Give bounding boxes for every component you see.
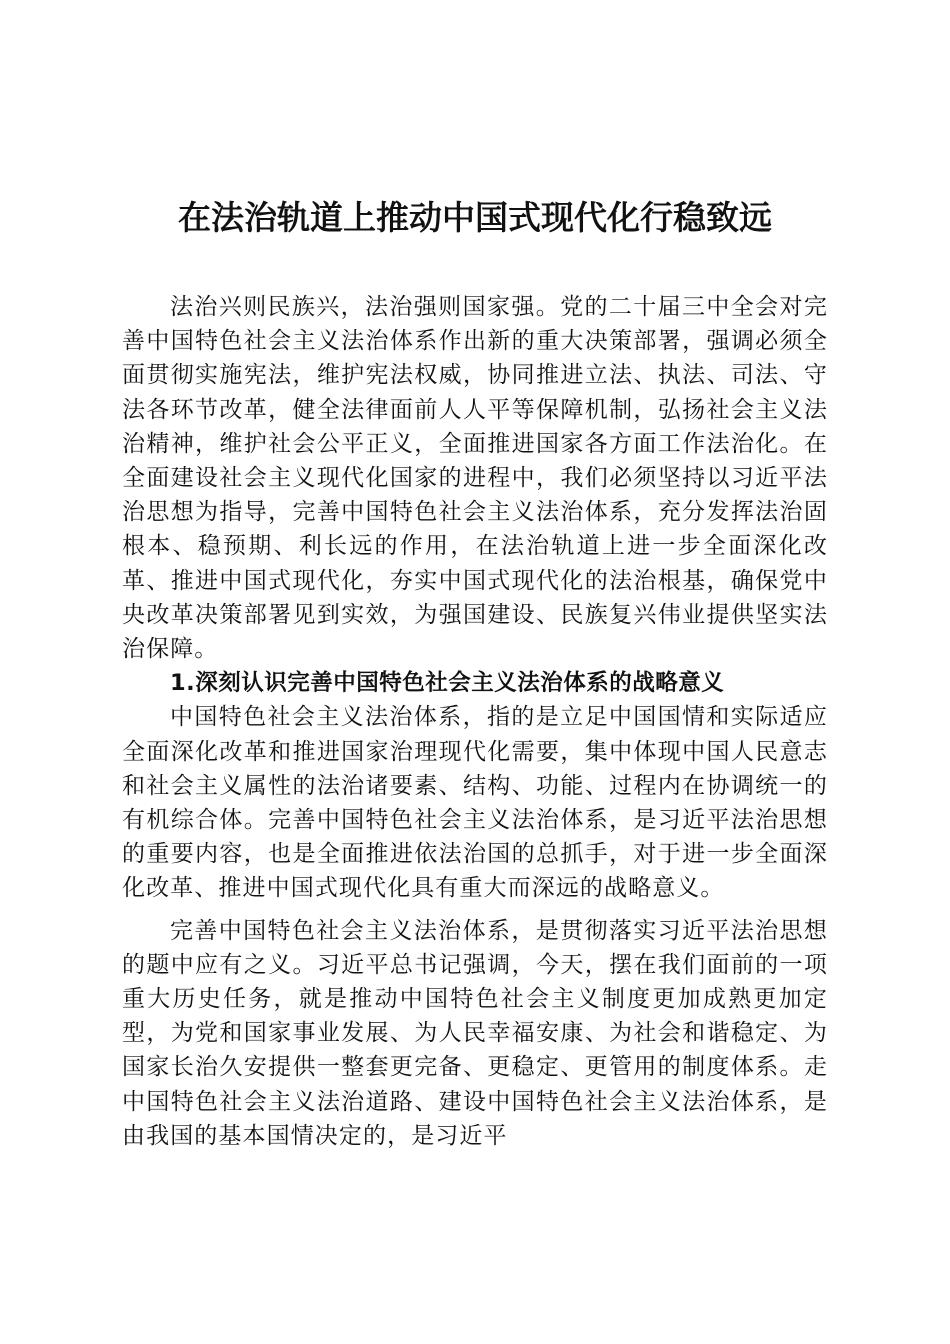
document-body (122, 290, 828, 1153)
section-heading: 1.深刻认识完善中国特色社会主义法治体系的战略意义 (170, 670, 725, 697)
intro-paragraph: 法治兴则民族兴，法治强则国家强。党的二十届三中全会对完善中国特色社会主义法治体系作出新的重大决策部署，强调必须全面贯彻实施宪法，维护宪法权威，协同推进立法、执法、司法、守法各环节改革，健全法律面前人人平等保障机制，弘扬社会主义法治精神，维护社会公平正义，全面推进国家各方面工作法治化。在全面建设社会主义现代化国家的进程中，我们必须坚持以习近平法治思想为指导，完善中国特色社会主义法治体系，充分发挥法治固根本、稳预期、利长远的作用，在法治轨道上进一步全面深化改革、推进中国式现代化，夯实中国式现代化的法治根基，确保党中央改革决策部署见到实效，为强国建设、民族复兴伟业提供坚实法治保障。 (122, 294, 828, 663)
section-paragraph-1: 中国特色社会主义法治体系，指的是立足中国国情和实际适应全面深化改革和推进国家治理现代化需要，集中体现中国人民意志和社会主义属性的法治诸要素、结构、功能、过程内在协调统一的有机综合体。完善中国特色社会主义法治体系，是习近平法治思想的重要内容，也是全面推进依法治国的总抓手，对于进一步全面深化改革、推进中国式现代化具有重大而深远的战略意义。 (122, 704, 828, 902)
section-paragraph-2: 完善中国特色社会主义法治体系，是贯彻落实习近平法治思想的题中应有之义。习近平总书记强调，今天，摆在我们面前的一项重大历史任务，就是推动中国特色社会主义制度更加成熟更加定型，为党和国家事业发展、为人民幸福安康、为社会和谐稳定、为国家长治久安提供一整套更完备、更稳定、更管用的制度体系。走中国特色社会主义法治道路、建设中国特色社会主义法治体系，是由我国的基本国情决定的，是习近平 (122, 917, 828, 1149)
document-title: 在法治轨道上推动中国式现代化行稳致远 (178, 198, 772, 237)
